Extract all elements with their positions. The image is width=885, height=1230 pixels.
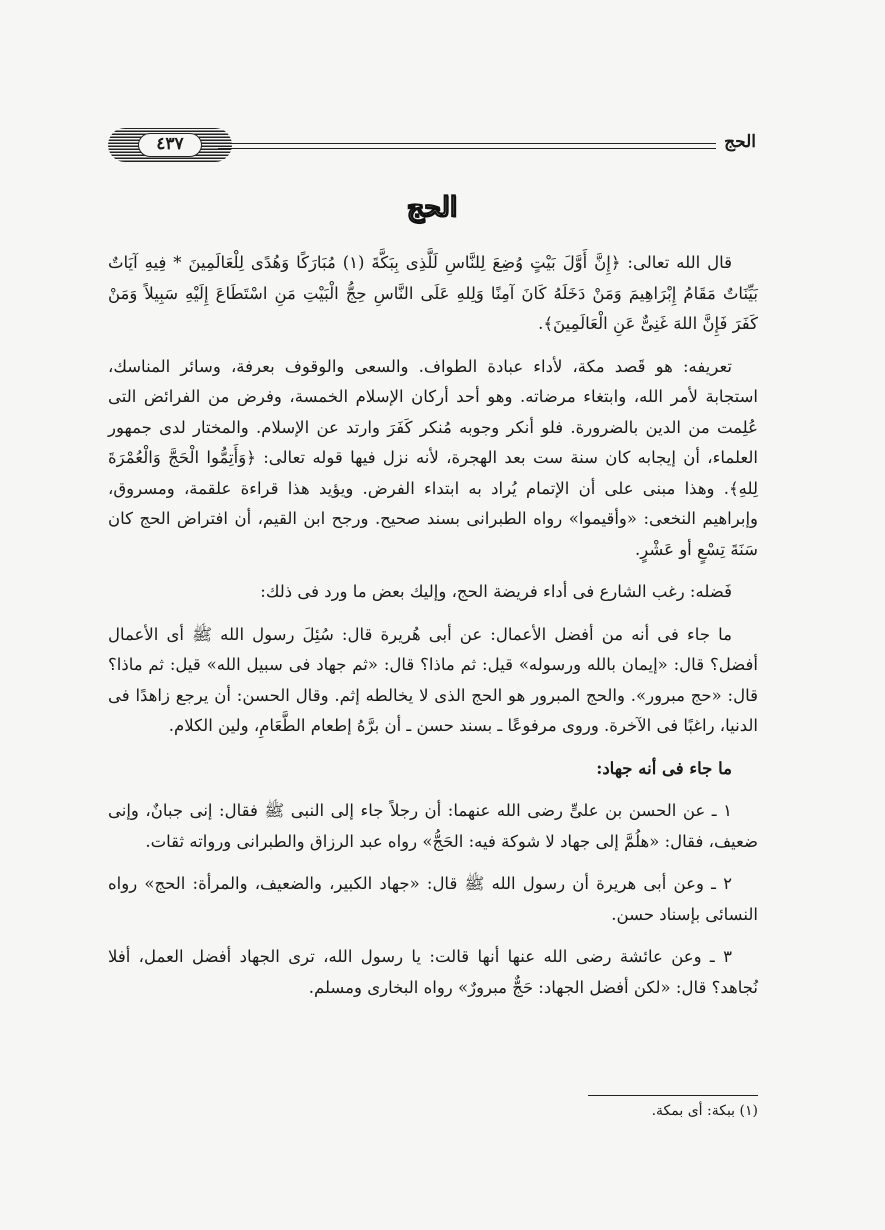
footnote: (١) ببكة: أى بمكة.: [651, 1103, 758, 1119]
hadith-2: ٢ ـ وعن أبى هريرة أن رسول الله ﷺ قال: «جهاد الكبير، والضعيف، والمرأة: الحج» رواه النسائى بإسناد حسن.: [108, 874, 758, 924]
hadith-1: ١ ـ عن الحسن بن علىٍّ رضى الله عنهما: أن رجلاً جاء إلى النبى ﷺ فقال: إنى جبانٌ، وإنى ضعيف، فقال: «هلُمَّ إلى جهاد لا شوكة فيه: الحَجُّ» رواه عبد الرزاق والطبرانى ورواته ثقات.: [108, 801, 758, 851]
quran-verse-paragraph: قال الله تعالى: ﴿إِنَّ أَوَّلَ بَيْتٍ وُضِعَ لِلنَّاسِ لَلَّذِى بِبَكَّةَ (١) مُبَارَكًا وَهُدًى لِلْعَالَمِينَ * فِيهِ آيَاتٌ بَيِّنَاتٌ مَقَامُ إِبْرَاهِيمَ وَمَنْ دَخَلَهُ كَانَ آمِنًا وَلِلهِ عَلَى النَّاسِ حِجُّ الْبَيْتِ مَنِ اسْتَطَاعَ إِلَيْهِ سَبِيلاً وَمَنْ كَفَرَ فَإِنَّ اللهَ غَنِىٌّ عَنِ الْعَالَمِينَ﴾.: [108, 253, 758, 333]
page-number: ٤٣٧: [138, 133, 202, 157]
footnote-rule: [588, 1095, 758, 1096]
chapter-title: الحج: [406, 192, 458, 223]
running-head: الحج: [724, 132, 756, 152]
jihad-heading: ما جاء فى أنه جهاد:: [596, 758, 732, 778]
header-rule: [218, 143, 716, 149]
page-number-badge: [108, 128, 232, 162]
page-header: [108, 128, 756, 162]
hadith-3: ٣ ـ وعن عائشة رضى الله عنها أنها قالت: يا رسول الله، ترى الجهاد أفضل العمل، أفلا نُجاهد؟ قال: «لكن أفضل الجهاد: حَجٌّ مبرورٌ» رواه البخارى ومسلم.: [108, 947, 758, 997]
definition-paragraph: تعريفه: هو قَصد مكة، لأداء عبادة الطواف. والسعى والوقوف بعرفة، وسائر المناسك، استجابة لأمر الله، وابتغاء مرضاته. وهو أحد أركان الإسلام الخمسة، وفرض من الفرائض التى عُلِمت من الدين بالضرورة. فلو أنكر وجوبه مُنكر كَفَرَ وارتد عن الإسلام. والمختار لدى جمهور العلماء، أن إيجابه كان سنة ست بعد الهجرة، لأنه نزل فيها قوله تعالى: ﴿وَأَتِمُّوا الْحَجَّ وَالْعُمْرَةَ لِلهِ﴾. وهذا مبنى على أن الإتمام يُراد به ابتداء الفرض. ويؤيد هذا قراءة علقمة، ومسروق، وإبراهيم النخعى: «وأقيموا» رواه الطبرانى بسند صحيح. ورجح ابن القيم، أن افتراض الحج كان سَنَةَ تِسْعٍ أو عَشْرٍ.: [108, 356, 758, 559]
best-deeds-paragraph: ما جاء فى أنه من أفضل الأعمال: عن أبى هُريرة قال: سُئِلَ رسول الله ﷺ أى الأعمال أفضل؟ قال: «إيمان بالله ورسوله» قيل: ثم ماذا؟ قال: «ثم جهاد فى سبيل الله» قيل: ثم ماذا؟ قال: «حج مبرور». والحج المبرور هو الحج الذى لا يخالطه إثم. وقال الحسن: أن يرجع زاهدًا فى الدنيا، راغبًا فى الآخرة. وروى مرفوعًا ـ بسند حسن ـ أن برَّهُ إطعام الطَّعَامِ، ولين الكلام.: [108, 624, 758, 735]
body-text: [108, 248, 758, 1003]
virtue-paragraph: فَضله: رغب الشارع فى أداء فريضة الحج، وإليك بعض ما ورد فى ذلك:: [260, 582, 732, 601]
